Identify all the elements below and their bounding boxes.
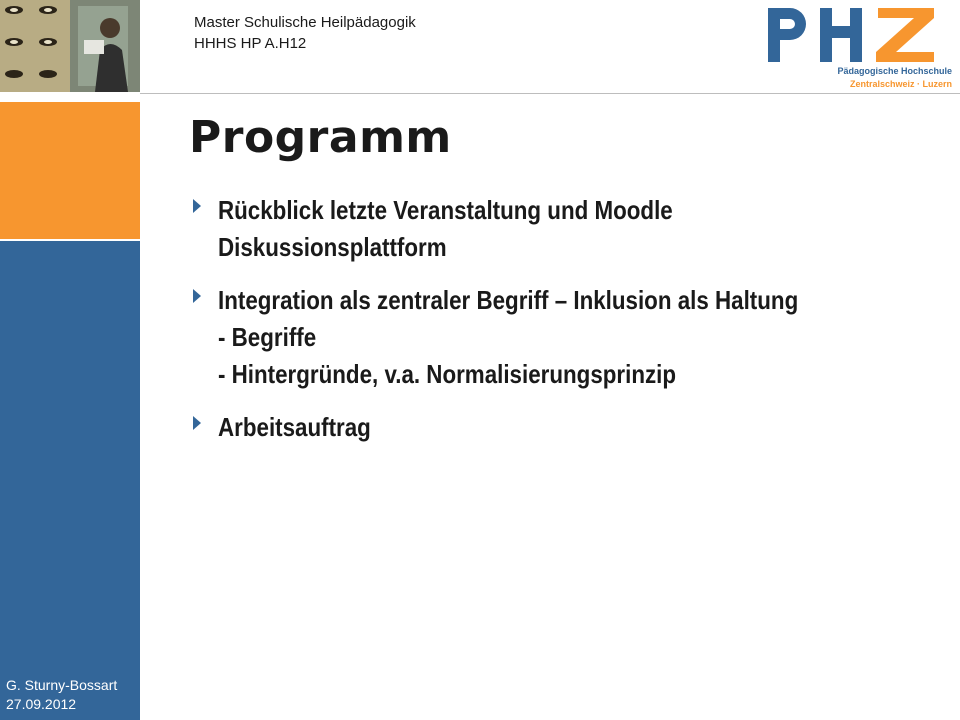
agenda-item-integration [190, 282, 930, 393]
slide-title: Programm [189, 112, 452, 163]
agenda-item-line: Arbeitsauftrag [218, 412, 371, 442]
agenda-item-line: - Begriffe [218, 322, 317, 352]
header-course-code: HHHS HP A.H12 [194, 35, 307, 52]
triangle-bullet-icon [192, 288, 202, 304]
footer-date: 27.09.2012 [6, 696, 77, 712]
agenda-list [190, 192, 930, 462]
triangle-bullet-icon [192, 415, 202, 431]
agenda-item-line: Integration als zentraler Begriff – Inklusion als Haltung [218, 285, 799, 315]
logo-tagline-location: Zentralschweiz · Luzern [849, 79, 952, 89]
eyes-collage-image [0, 0, 140, 92]
footer [6, 676, 117, 714]
agenda-item-line: Diskussionsplattform [218, 232, 447, 262]
phz-logo [760, 0, 960, 92]
agenda-item-review [190, 192, 930, 266]
sidebar-orange-block [0, 102, 140, 239]
agenda-item-line: - Hintergründe, v.a. Normalisierungsprinzip [218, 359, 677, 389]
agenda-item-line: Rückblick letzte Veranstaltung und Moodle [218, 195, 673, 225]
triangle-bullet-icon [192, 198, 202, 214]
sidebar-divider [140, 94, 142, 720]
footer-author: G. Sturny-Bossart [6, 677, 118, 693]
agenda-item-assignment [190, 409, 930, 446]
header-photo-collage [0, 0, 140, 92]
header-course-title: Master Schulische Heilpädagogik [194, 14, 416, 31]
sidebar-spacer [0, 94, 140, 102]
header-course-info [194, 12, 416, 54]
phz-logo-mark [760, 0, 960, 70]
logo-tagline-school: Pädagogische Hochschule [837, 66, 952, 76]
sidebar-blue-block [0, 241, 140, 720]
header-divider [140, 93, 960, 94]
